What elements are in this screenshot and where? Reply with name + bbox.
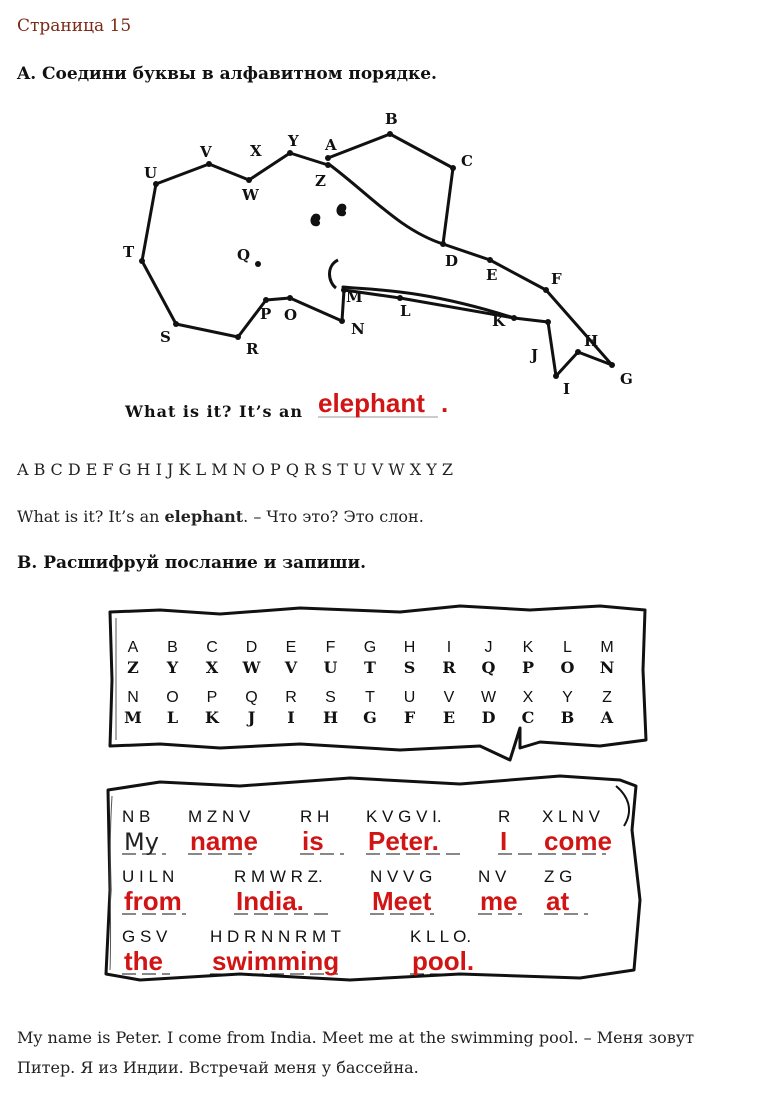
puzzle-answer-period: . [441,388,449,418]
dot-letter-t: T [123,243,135,261]
answer-a-text [17,507,424,526]
dot-letter-j: J [531,346,539,364]
answer-b-line1: My name is Peter. I come from India. Meet me at the swimming pool. – Меня зовут [17,1028,695,1047]
code-word: R M W R Z. [234,867,323,886]
elephant-eyes [311,204,347,227]
dot-letter-u: U [144,164,158,182]
code-word: U I L N [122,867,175,886]
key-cipher-l: L [166,708,179,727]
dot-letter-g: G [620,370,633,388]
elephant-tusk [330,260,339,288]
key-cipher-m: M [124,708,142,727]
dot-letter-o: O [284,306,298,324]
answer-a-bold: elephant [164,507,244,526]
key-plain-z: Z [602,689,612,706]
key-plain-q: Q [245,689,258,706]
code-word: R H [300,807,330,826]
key-cipher-o: O [560,658,575,677]
answer-b-line2: Питер. Я из Индии. Встречай меня у бассейна. [17,1058,419,1077]
dot-letters [123,110,633,398]
connect-the-dots-puzzle [0,100,760,440]
key-cipher-y: Y [166,658,179,677]
key-plain-b: B [167,639,178,656]
decoded-word: swimming [212,946,340,976]
decoded-word: is [302,826,324,856]
key-cipher-v: V [284,658,298,677]
alphabet-line: A B C D E F G H I J K L M N O P Q R S T U V W X Y Z [17,460,453,479]
key-cipher-h: H [322,708,339,727]
key-plain-h: H [403,639,416,656]
key-plain-a: A [127,639,139,656]
dot-letter-m: M [346,288,363,306]
decoded-word: from [124,886,182,916]
dot-letter-p: P [260,305,272,323]
key-cipher-f: F [403,708,416,727]
code-word: R [498,807,511,826]
decoded-word: pool. [412,946,475,976]
key-cipher-n: N [599,658,615,677]
dot-letter-q: Q [237,246,251,264]
key-cipher-w: W [242,658,261,677]
dot-letter-e: E [486,266,498,284]
key-cipher-d: D [481,708,496,727]
dot-letter-r: R [246,340,259,358]
key-cipher-x: X [205,658,219,677]
dot-letter-z: Z [315,172,326,190]
key-plain-v: V [443,689,455,706]
key-plain-g: G [363,639,377,656]
code-word: K L L O. [410,927,472,946]
section-b-heading: B. Расшифруй послание и запиши. [17,553,367,573]
key-paper [110,606,646,760]
key-plain-e: E [285,639,297,656]
key-plain-u: U [403,689,416,706]
decoded-word: Peter. [368,826,439,856]
key-plain-i: I [446,639,452,656]
key-plain-y: Y [562,689,573,706]
key-plain-l: L [563,639,572,656]
key-plain-d: D [245,639,258,656]
code-word: K V G V I. [366,807,442,826]
dot-letter-v: V [200,143,212,161]
decoded-word: at [546,886,570,916]
dot-letter-l: L [400,302,411,320]
decoded-word: India. [236,886,304,916]
key-plain-c: C [206,639,218,656]
key-plain-x: X [522,689,534,706]
section-a-heading: A. Соедини буквы в алфавитном порядке. [17,64,437,84]
dot-letter-f: F [551,270,562,288]
dot-letter-d: D [445,252,459,270]
key-plain-f: F [325,639,336,656]
decoded-word: name [190,826,258,856]
key-cipher-a: A [600,708,614,727]
decoded-word: me [480,886,518,916]
key-plain-r: R [285,689,297,706]
key-cipher-z: Z [127,658,139,677]
key-cipher-g: G [363,708,377,727]
key-cipher-s: S [403,658,416,677]
key-cipher-e: E [442,708,456,727]
dot-markers [139,131,615,379]
answer-a-ru: . – Что это? Это слон. [243,507,424,526]
code-word: Z G [544,867,573,886]
code-word: G S V [122,927,168,946]
dot-letter-a: A [325,136,337,154]
key-cipher-p: P [521,658,535,677]
key-cipher-u: U [323,658,338,677]
key-cipher-j: J [247,708,256,727]
decoded-word: come [544,826,612,856]
key-plain-t: T [365,689,375,706]
code-word: N B [122,807,151,826]
decoded-word: the [124,946,163,976]
key-cipher-c: C [521,708,535,727]
dot-letter-y: Y [288,132,299,150]
dot-letter-h: H [584,332,599,350]
key-plain-m: M [600,639,614,656]
puzzle-answer: elephant [318,388,425,418]
handwritten-word: My [124,828,159,856]
code-word: X L N V [542,807,600,826]
key-cipher-t: T [364,658,376,677]
dot-letter-x: X [250,142,262,160]
decoded-word: Meet [372,886,432,916]
key-cipher-k: K [205,708,219,727]
key-plain-n: N [127,689,139,706]
key-cipher-r: R [442,658,456,677]
key-cipher-q: Q [481,658,496,677]
key-plain-s: S [325,689,336,706]
cipher-puzzle [100,600,660,985]
decoded-word: I [500,826,508,856]
dot-letter-w: W [242,186,259,204]
dot-letter-b: B [385,110,398,128]
answer-b-text [17,1023,747,1083]
dot-letter-i: I [563,380,571,398]
elephant-outline [142,134,612,376]
code-word: M Z N V [188,807,251,826]
key-cipher-b: B [560,708,575,727]
page-number: Страница 15 [17,16,132,36]
answer-a-prefix: What is it? It’s an [17,507,165,526]
key-plain-k: K [522,639,534,656]
dot-letter-c: C [461,152,473,170]
puzzle-question: What is it? It’s an [125,402,304,421]
key-cipher-i: I [287,708,295,727]
dot-letter-n: N [351,320,365,338]
key-plain-o: O [166,689,179,706]
dot-path [142,134,612,376]
code-word: N V [478,867,507,886]
dot-letter-s: S [160,328,171,346]
key-plain-j: J [484,639,493,656]
key-plain-w: W [480,689,497,706]
dot-letter-k: K [492,312,506,330]
code-word: H D R N N R M T [210,927,341,946]
key-plain-p: P [206,689,218,706]
code-word: N V V G [370,867,433,886]
